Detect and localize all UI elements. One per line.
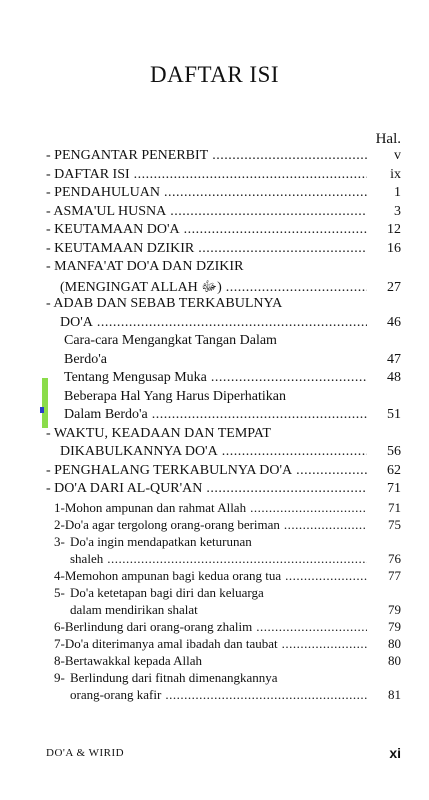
toc-numbered-entry: 4- Memohon ampunan bagi kedua orang tua ..... 77 — [46, 568, 401, 585]
toc-numbered-entry: dalam mendirikan shalat 79 — [70, 601, 401, 617]
toc-numbered-entry: 5- Do'a ketetapan bagi diri dan keluarga — [54, 584, 264, 600]
toc-entry: - DAFTAR ISI ..... ix — [46, 167, 401, 186]
highlight-marker-dot — [40, 407, 44, 413]
toc-numbered-entry: shaleh ..... 76 — [46, 551, 401, 568]
table-of-contents — [46, 148, 401, 704]
page-title: DAFTAR ISI — [149, 62, 280, 87]
toc-entry: Berdo'a 47 — [64, 351, 401, 367]
toc-numbered-entry: 6- Berlindung dari orang-orang zhalim ..... 79 — [46, 619, 401, 636]
toc-entry: - DO'A DARI AL-QUR'AN ..... 71 — [46, 481, 401, 500]
toc-entry: DO'A ..... 46 — [46, 315, 401, 334]
toc-numbered-entry: 9- Berlindung dari fitnah dimenangkannya — [54, 669, 278, 685]
toc-entry: - WAKTU, KEADAAN DAN TEMPAT — [46, 425, 271, 441]
toc-entry: - PENDAHULUAN ..... 1 — [46, 185, 401, 204]
toc-entry: - PENGHALANG TERKABULNYA DO'A ..... 62 — [46, 463, 401, 482]
toc-entry: Cara-cara Mengangkat Tangan Dalam — [64, 333, 277, 348]
toc-entry: - ASMA'UL HUSNA ..... 3 — [46, 204, 401, 223]
toc-numbered-entry: orang-orang kafir ..... 81 — [46, 687, 401, 704]
page-number: xi — [389, 745, 401, 761]
running-footer: DO'A & WIRID — [46, 747, 125, 759]
toc-numbered-entry: 7- Do'a diterimanya amal ibadah dan taubat ..... 80 — [46, 636, 401, 653]
toc-entry: - KEUTAMAAN DZIKIR ..... 16 — [46, 241, 401, 260]
toc-entry: Dalam Berdo'a ..... 51 — [46, 407, 401, 426]
toc-entry: DIKABULKANNYA DO'A ..... 56 — [46, 444, 401, 463]
toc-entry: - KEUTAMAAN DO'A ..... 12 — [46, 222, 401, 241]
toc-entry: - ADAB DAN SEBAB TERKABULNYA — [46, 296, 283, 311]
page-column-label: Hal. — [375, 131, 401, 147]
toc-entry: - MANFA'AT DO'A DAN DZIKIR — [46, 259, 244, 274]
toc-numbered-entry: 8- Bertawakkal kepada Allah 80 — [54, 652, 401, 668]
toc-entry: - PENGANTAR PENERBIT ..... v — [46, 148, 401, 167]
toc-numbered-entry: 2- Do'a agar tergolong orang-orang beriman ..... 75 — [46, 517, 401, 534]
toc-entry: Beberapa Hal Yang Harus Diperhatikan — [64, 388, 286, 404]
toc-numbered-entry: 3- Do'a ingin mendapatkan keturunan — [54, 533, 252, 549]
toc-numbered-entry: 1- Mohon ampunan dan rahmat Allah ..... 71 — [46, 500, 401, 517]
toc-entry: Tentang Mengusap Muka ..... 48 — [46, 370, 401, 389]
toc-entry: (MENGINGAT ALLAH ﷻ) ..... 27 — [46, 278, 401, 297]
